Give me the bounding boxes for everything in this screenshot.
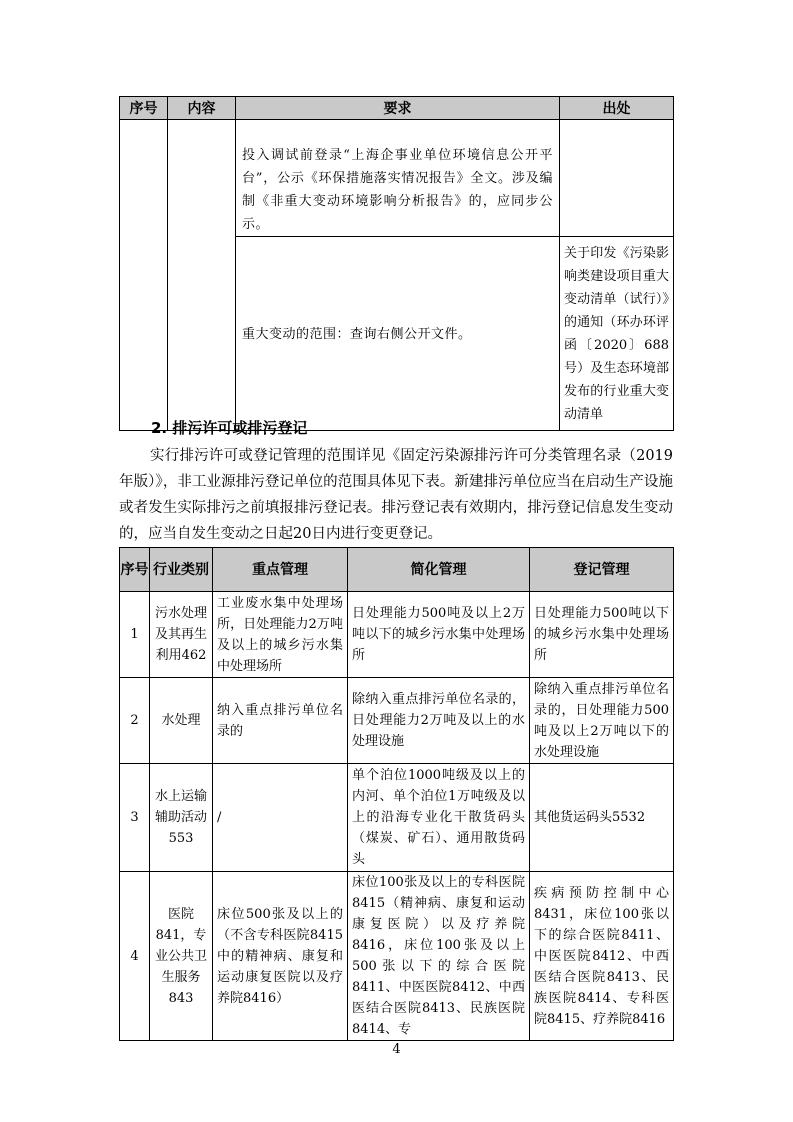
table-row — [120, 120, 674, 237]
header-cell: 行业类别 — [150, 548, 213, 592]
industry-cell: 污水处理及其再生利用462 — [150, 592, 213, 678]
industry-cell: 水处理 — [150, 678, 213, 764]
empty-cell — [120, 120, 168, 431]
industry-cell: 水上运输辅助活动553 — [150, 764, 213, 872]
header-cell: 内容 — [168, 97, 236, 120]
header-cell: 重点管理 — [213, 548, 348, 592]
row-number: 4 — [120, 872, 150, 1041]
requirement-cell: 重大变动的范围：查询右侧公开文件。 — [236, 237, 560, 431]
simplified-management-cell: 床位100张及以上的专科医院8415（精神病、康复和运动康复医院）以及疗养院8416，床位100张及以上500张以下的综合医院8411、中医医院8412、中西医结合医院8413、民族医院8414、专 — [348, 872, 530, 1041]
requirement-cell: 投入调试前登录“上海企事业单位环境信息公开平台”，公示《环保措施落实情况报告》全文。涉及编制《非重大变动环境影响分析报告》的，应同步公示。 — [236, 120, 560, 237]
industry-cell: 医院841，专业公共卫生服务843 — [150, 872, 213, 1041]
header-cell: 序号 — [120, 97, 168, 120]
empty-cell — [168, 120, 236, 431]
page-number: 4 — [392, 1042, 401, 1057]
header-cell: 出处 — [560, 97, 674, 120]
section-heading: 2. 排污许可或排污登记 — [151, 419, 308, 437]
simplified-management-cell: 日处理能力500吨及以上2万吨以下的城乡污水集中处理场所 — [348, 592, 530, 678]
registration-management-cell: 疾病预防控制中心8431，床位100张以下的综合医院8411、中医医院8412、中西医结合医院8413、民族医院8414、专科医院8415、疗养院8416 — [530, 872, 674, 1041]
simplified-management-cell: 单个泊位1000吨级及以上的内河、单个泊位1万吨级及以上的沿海专业化干散货码头（煤炭、矿石）、通用散货码头 — [348, 764, 530, 872]
table-header-row — [120, 97, 674, 120]
registration-management-cell: 其他货运码头5532 — [530, 764, 674, 872]
table-row — [120, 592, 674, 678]
registration-management-cell: 除纳入重点排污单位名录的，日处理能力500吨及以上2万吨以下的水处理设施 — [530, 678, 674, 764]
registration-table — [119, 547, 674, 1041]
header-cell: 要求 — [236, 97, 560, 120]
source-cell — [560, 120, 674, 237]
registration-management-cell: 日处理能力500吨以下的城乡污水集中处理场所 — [530, 592, 674, 678]
requirements-table — [119, 96, 674, 431]
table-row — [120, 872, 674, 1041]
key-management-cell: 纳入重点排污单位名录的 — [213, 678, 348, 764]
table-row — [120, 764, 674, 872]
header-cell: 登记管理 — [530, 548, 674, 592]
row-number: 1 — [120, 592, 150, 678]
section-paragraph: 实行排污许可或登记管理的范围详见《固定污染源排污许可分类管理名录（2019年版）》，非工业源排污登记单位的范围具体见下表。新建排污单位应当在启动生产设施或者发生实际排污之前填报排污登记表。排污登记表有效期内，排污登记信息发生变动的，应当自发生变动之日起20日内进行变更登记。 — [119, 448, 673, 542]
simplified-management-cell: 除纳入重点排污单位名录的，日处理能力2万吨及以上的水处理设施 — [348, 678, 530, 764]
key-management-cell: / — [213, 764, 348, 872]
row-number: 2 — [120, 678, 150, 764]
header-cell: 简化管理 — [348, 548, 530, 592]
row-number: 3 — [120, 764, 150, 872]
header-cell: 序号 — [120, 548, 150, 592]
key-management-cell: 工业废水集中处理场所，日处理能力2万吨及以上的城乡污水集中处理场所 — [213, 592, 348, 678]
source-cell: 关于印发《污染影响类建设项目重大变动清单（试行）》的通知（环办环评函〔2020〕688号）及生态环境部发布的行业重大变动清单 — [560, 237, 674, 431]
table-row — [120, 678, 674, 764]
table-header-row — [120, 548, 674, 592]
key-management-cell: 床位500张及以上的（不含专科医院8415中的精神病、康复和运动康复医院以及疗养院8416） — [213, 872, 348, 1041]
